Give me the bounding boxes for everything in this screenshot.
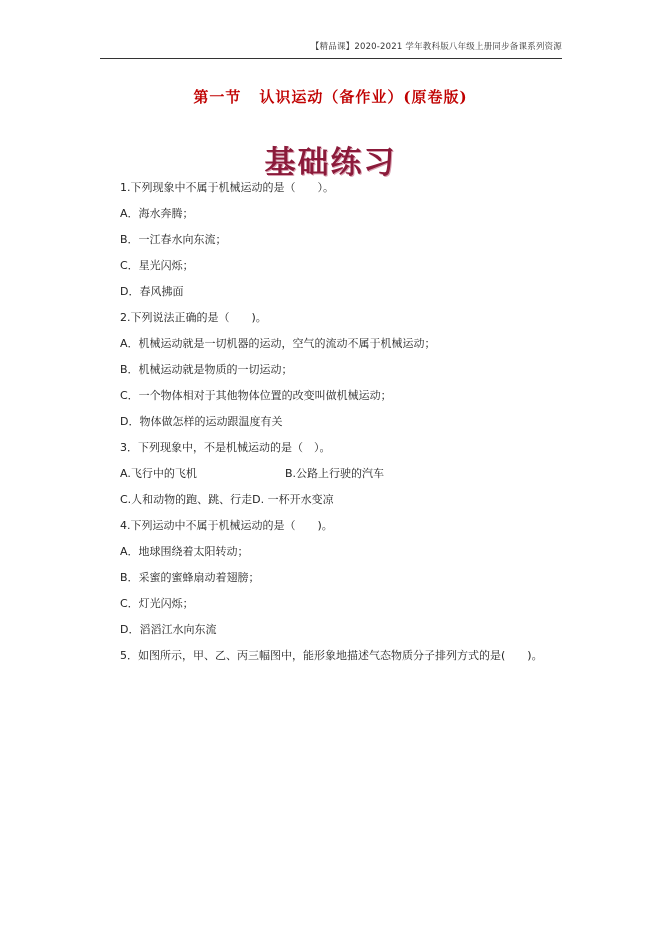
question-option: B．一江春水向东流； <box>120 233 227 246</box>
question-option: C．一个物体相对于其他物体位置的改变叫做机械运动； <box>120 389 392 402</box>
question-option: B．机械运动就是物质的一切运动； <box>120 363 293 376</box>
question-option: C．星光闪烁； <box>120 259 194 272</box>
question-option: B．采蜜的蜜蜂扇动着翅膀； <box>120 571 260 584</box>
section-heading: 基础练习 <box>264 145 397 181</box>
question-option-row <box>120 490 580 516</box>
question-option: 一杯开水变凉 <box>267 493 334 506</box>
question-stem: 2.下列说法正确的是（ )。 <box>120 311 267 324</box>
question-option: A．地球围绕着太阳转动； <box>120 545 249 558</box>
question-stem: 5．如图所示，甲、乙、丙三幅图中，能形象地描述气态物质分子排列方式的是( )。 <box>120 649 543 662</box>
question-option: D．滔滔江水向东流 <box>120 623 217 636</box>
question-stem: 3．下列现象中，不是机械运动的是（ ）。 <box>120 441 331 454</box>
question-option: D．春风拂面 <box>120 285 184 298</box>
question-list <box>120 178 580 672</box>
page-title <box>0 86 661 107</box>
question-stem: 1.下列现象中不属于机械运动的是（ ）。 <box>120 181 334 194</box>
header-divider <box>100 58 562 59</box>
question-option: C.人和动物的跑、跳、行走D. <box>120 493 265 506</box>
page-header: 【精品课】2020-2021 学年教科版八年级上册同步备课系列资源 <box>310 42 562 52</box>
question-option: B.公路上行驶的汽车 <box>285 467 385 480</box>
title-topic: 认识运动（备作业）(原卷版) <box>259 88 468 106</box>
question-stem: 4.下列运动中不属于机械运动的是（ )。 <box>120 519 333 532</box>
title-section: 第一节 <box>193 88 242 106</box>
question-option-row <box>120 464 580 490</box>
question-option: D．物体做怎样的运动跟温度有关 <box>120 415 283 428</box>
question-option: A．机械运动就是一切机器的运动，空气的流动不属于机械运动； <box>120 337 436 350</box>
question-option: C．灯光闪烁； <box>120 597 194 610</box>
question-option: A．海水奔腾； <box>120 207 194 220</box>
question-option: A.飞行中的飞机 <box>120 467 197 480</box>
